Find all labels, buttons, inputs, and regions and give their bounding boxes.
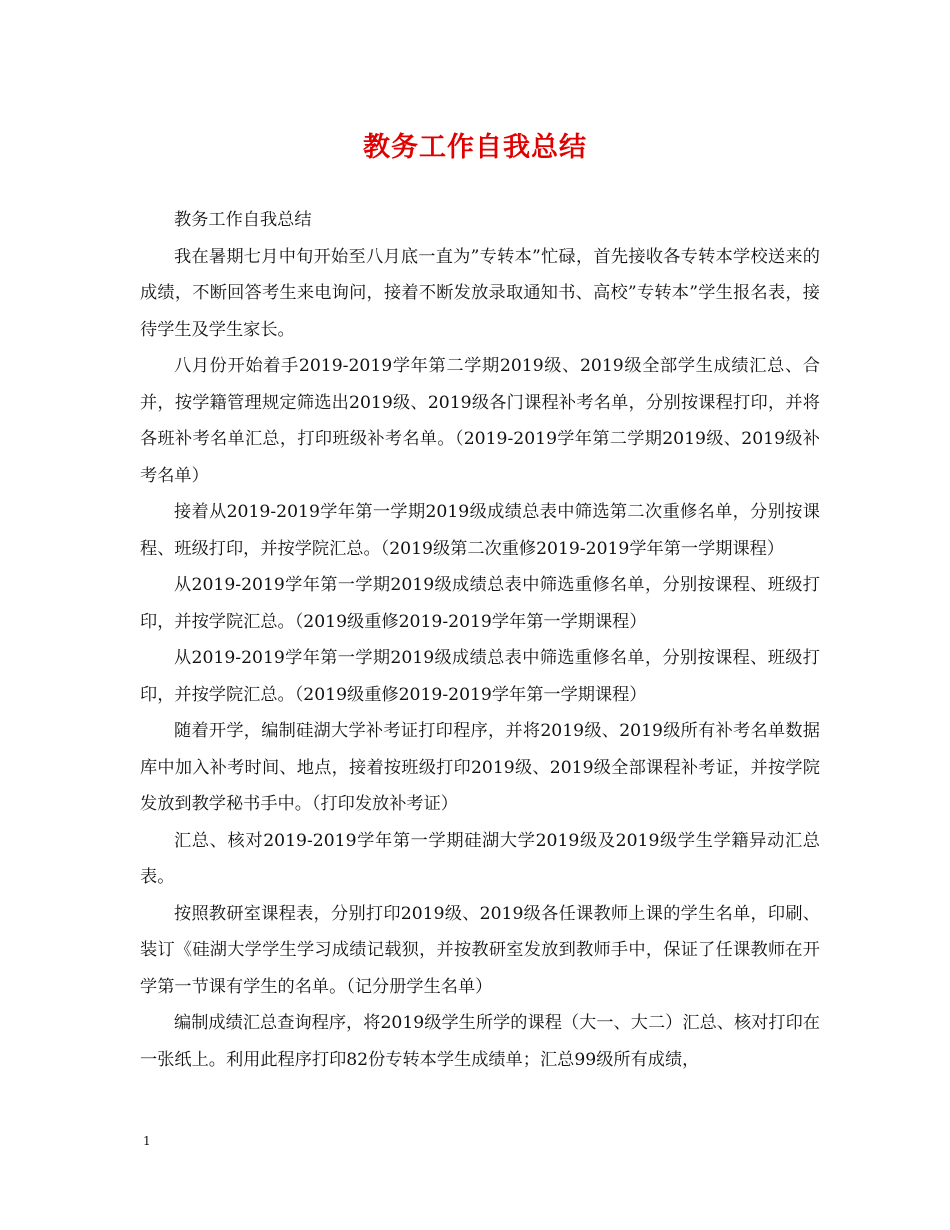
document-body <box>140 202 820 1078</box>
paragraph: 按照教研室课程表，分别打印2019级、2019级各任课教师上课的学生名单，印刷、装订《硅湖大学学生学习成绩记载狈，并按教研室发放到教师手中，保证了任课教师在开学第一节课有学生的名单。（记分册学生名单） <box>140 903 820 997</box>
page-number: 1 <box>143 1134 151 1148</box>
paragraph: 接着从2019-2019学年第一学期2019级成绩总表中筛选第二次重修名单，分别按课程、班级打印，并按学院汇总。（2019级第二次重修2019-2019学年第一学期课程） <box>140 502 820 559</box>
paragraph: 从2019-2019学年第一学期2019级成绩总表中筛选重修名单，分别按课程、班级打印，并按学院汇总。（2019级重修2019-2019学年第一学期课程） <box>140 648 820 705</box>
paragraph: 编制成绩汇总查询程序，将2019级学生所学的课程（大一、大二）汇总、核对打印在一张纸上。利用此程序打印82份专转本学生成绩单；汇总99级所有成绩， <box>140 1013 820 1070</box>
paragraph: 教务工作自我总结 <box>174 210 312 230</box>
paragraph: 汇总、核对2019-2019学年第一学期硅湖大学2019级及2019级学生学籍异动汇总表。 <box>140 830 820 887</box>
paragraph: 我在暑期七月中旬开始至八月底一直为”专转本”忙碌，首先接收各专转本学校送来的成绩，不断回答考生来电询问，接着不断发放录取通知书、高校”专转本”学生报名表，接待学生及学生家长。 <box>140 246 820 340</box>
paragraph: 八月份开始着手2019-2019学年第二学期2019级、2019级全部学生成绩汇总、合并，按学籍管理规定筛选出2019级、2019级各门课程补考名单，分别按课程打印，并将各班补考名单汇总，打印班级补考名单。（2019-2019学年第二学期2019级、2019级补考名单） <box>140 356 820 486</box>
paragraph: 随着开学，编制硅湖大学补考证打印程序，并将2019级、2019级所有补考名单数据库中加入补考时间、地点，接着按班级打印2019级、2019级全部课程补考证，并按学院发放到教学秘书手中。（打印发放补考证） <box>140 721 820 814</box>
paragraph: 从2019-2019学年第一学期2019级成绩总表中筛选重修名单，分别按课程、班级打印，并按学院汇总。（2019级重修2019-2019学年第一学期课程） <box>140 575 820 632</box>
document-title: 教务工作自我总结 <box>363 132 587 163</box>
